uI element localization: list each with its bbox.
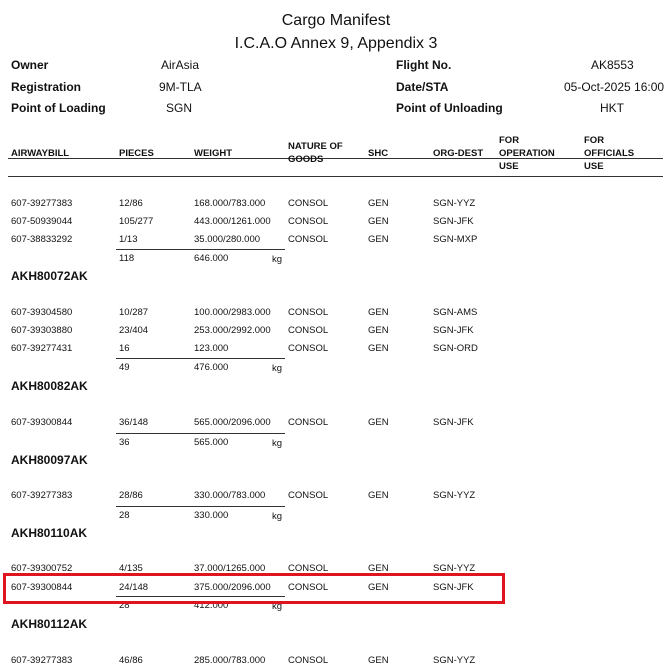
subtotal-weight: 330.000: [194, 510, 229, 521]
subtotal-rule: [116, 358, 285, 359]
flight-value: AK8553: [591, 58, 634, 72]
col-nature: NATURE OF GOODS: [288, 141, 343, 165]
col-pieces: PIECES: [119, 148, 154, 159]
pieces-cell: 1/13: [119, 234, 138, 245]
manifest-title: Cargo Manifest: [281, 12, 391, 29]
weight-cell: 35.000/280.000: [194, 234, 261, 245]
org-dest-cell: SGN-YYZ: [433, 655, 476, 666]
airwaybill-cell: 607-39300844: [11, 417, 73, 428]
subtotal-weight: 565.000: [194, 437, 229, 448]
pieces-cell: 16: [119, 343, 130, 354]
subtotal-weight: 412.000: [194, 600, 229, 611]
nature-cell: CONSOL: [288, 307, 329, 318]
nature-cell: CONSOL: [288, 234, 329, 245]
nature-cell: CONSOL: [288, 582, 329, 593]
pol-value: SGN: [166, 101, 193, 115]
shc-cell: GEN: [368, 216, 389, 227]
shc-cell: GEN: [368, 563, 389, 574]
subtotal-rule: [116, 249, 285, 250]
subtotal-weight: 646.000: [194, 253, 229, 264]
shc-cell: GEN: [368, 490, 389, 501]
subtotal-pieces: 36: [119, 437, 130, 448]
airwaybill-cell: 607-39300752: [11, 563, 73, 574]
shc-cell: GEN: [368, 198, 389, 209]
manifest-subtitle: I.C.A.O Annex 9, Appendix 3: [234, 35, 438, 52]
subtotal-pieces: 28: [119, 510, 130, 521]
selected-row-highlight: [3, 573, 505, 604]
nature-cell: CONSOL: [288, 563, 329, 574]
airwaybill-cell: 607-50939044: [11, 216, 73, 227]
subtotal-pieces: 118: [119, 253, 135, 264]
org-dest-cell: SGN-JFK: [433, 325, 474, 336]
uld-group-label: AKH80097AK: [11, 453, 88, 467]
subtotal-rule: [116, 506, 285, 507]
col-org-dest: ORG-DEST: [433, 148, 484, 159]
airwaybill-cell: 607-39300844: [11, 582, 73, 593]
owner-label: Owner: [11, 58, 49, 72]
pieces-cell: 12/86: [119, 198, 143, 209]
weight-cell: 100.000/2983.000: [194, 307, 271, 318]
pieces-cell: 10/287: [119, 307, 149, 318]
weight-cell: 330.000/783.000: [194, 490, 266, 501]
date-label: Date/STA: [396, 80, 449, 94]
weight-cell: 443.000/1261.000: [194, 216, 271, 227]
org-dest-cell: SGN-JFK: [433, 582, 474, 593]
pou-value: HKT: [600, 101, 624, 115]
weight-cell: 123.000: [194, 343, 229, 354]
airwaybill-cell: 607-39303880: [11, 325, 73, 336]
subtotal-pieces: 28: [119, 600, 130, 611]
weight-cell: 285.000/783.000: [194, 655, 266, 666]
pou-label: Point of Unloading: [396, 101, 503, 115]
subtotal-unit: kg: [272, 438, 283, 449]
org-dest-cell: SGN-MXP: [433, 234, 478, 245]
weight-cell: 375.000/2096.000: [194, 582, 271, 593]
col-weight: WEIGHT: [194, 148, 232, 159]
owner-value: AirAsia: [161, 58, 200, 72]
org-dest-cell: SGN-YYZ: [433, 490, 476, 501]
airwaybill-cell: 607-39277383: [11, 490, 73, 501]
org-dest-cell: SGN-ORD: [433, 343, 478, 354]
nature-cell: CONSOL: [288, 490, 329, 501]
nature-cell: CONSOL: [288, 417, 329, 428]
uld-group-label: AKH80112AK: [11, 617, 88, 631]
org-dest-cell: SGN-JFK: [433, 417, 474, 428]
col-shc: SHC: [368, 148, 389, 159]
subtotal-weight: 476.000: [194, 362, 229, 373]
shc-cell: GEN: [368, 655, 389, 666]
shc-cell: GEN: [368, 234, 389, 245]
org-dest-cell: SGN-AMS: [433, 307, 478, 318]
nature-cell: CONSOL: [288, 216, 329, 227]
weight-cell: 565.000/2096.000: [194, 417, 271, 428]
subtotal-unit: kg: [272, 254, 283, 265]
org-dest-cell: SGN-YYZ: [433, 198, 476, 209]
col-officials-use: FOR OFFICIALS USE: [584, 135, 635, 172]
subtotal-unit: kg: [272, 363, 283, 374]
shc-cell: GEN: [368, 417, 389, 428]
uld-group-label: AKH80110AK: [11, 526, 88, 540]
nature-cell: CONSOL: [288, 325, 329, 336]
airwaybill-cell: 607-39277383: [11, 655, 73, 666]
org-dest-cell: SGN-JFK: [433, 216, 474, 227]
pieces-cell: 24/148: [119, 582, 149, 593]
shc-cell: GEN: [368, 307, 389, 318]
airwaybill-cell: 607-39277431: [11, 343, 73, 354]
subtotal-unit: kg: [272, 601, 283, 612]
registration-label: Registration: [11, 80, 82, 94]
pieces-cell: 105/277: [119, 216, 154, 227]
airwaybill-cell: 607-38833292: [11, 234, 73, 245]
pieces-cell: 28/86: [119, 490, 143, 501]
shc-cell: GEN: [368, 582, 389, 593]
pol-label: Point of Loading: [11, 101, 106, 115]
date-value: 05-Oct-2025 16:00: [564, 80, 665, 94]
pieces-cell: 23/404: [119, 325, 149, 336]
nature-cell: CONSOL: [288, 198, 329, 209]
uld-group-label: AKH80072AK: [11, 269, 88, 283]
nature-cell: CONSOL: [288, 343, 329, 354]
col-operation-use: FOR OPERATION USE: [499, 135, 555, 172]
shc-cell: GEN: [368, 343, 389, 354]
shc-cell: GEN: [368, 325, 389, 336]
pieces-cell: 4/135: [119, 563, 143, 574]
weight-cell: 37.000/1265.000: [194, 563, 266, 574]
airwaybill-cell: 607-39304580: [11, 307, 73, 318]
org-dest-cell: SGN-YYZ: [433, 563, 476, 574]
header-bottom-rule: [8, 176, 663, 177]
pieces-cell: 46/86: [119, 655, 143, 666]
registration-value: 9M-TLA: [159, 80, 202, 94]
col-airwaybill: AIRWAYBILL: [11, 148, 70, 159]
weight-cell: 253.000/2992.000: [194, 325, 271, 336]
airwaybill-cell: 607-39277383: [11, 198, 73, 209]
flight-label: Flight No.: [396, 58, 452, 72]
subtotal-rule: [116, 433, 285, 434]
subtotal-pieces: 49: [119, 362, 130, 373]
nature-cell: CONSOL: [288, 655, 329, 666]
uld-group-label: AKH80082AK: [11, 379, 88, 393]
weight-cell: 168.000/783.000: [194, 198, 266, 209]
subtotal-unit: kg: [272, 511, 283, 522]
pieces-cell: 36/148: [119, 417, 149, 428]
